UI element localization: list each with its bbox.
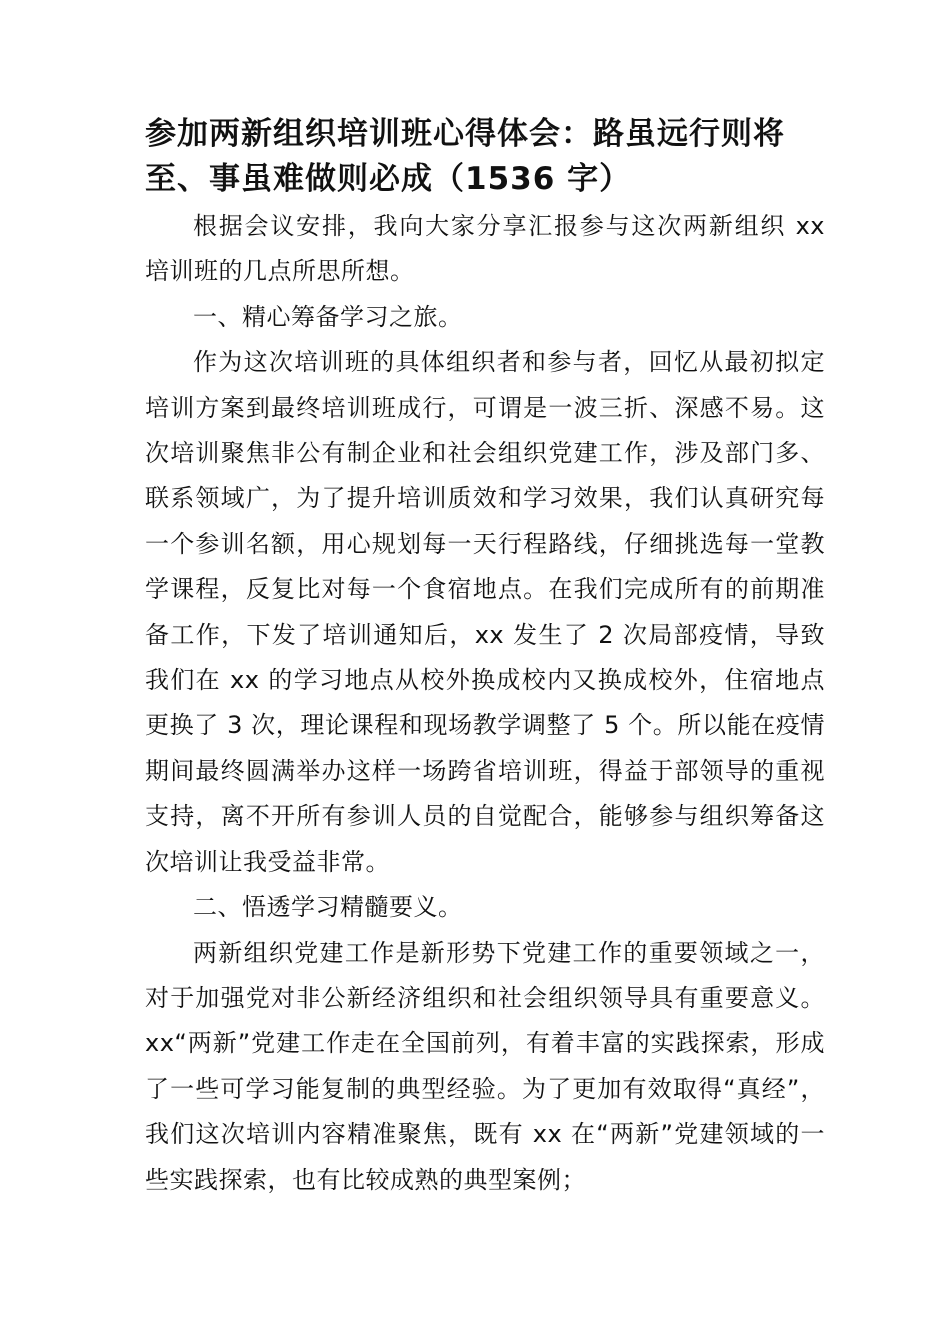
document-title: 参加两新组织培训班心得体会：路虽远行则将至、事虽难做则必成（1536 字） — [145, 116, 785, 197]
paragraph-intro: 根据会议安排，我向大家分享汇报参与这次两新组织 xx 培训班的几点所思所想。 — [145, 212, 825, 286]
section-heading-1: 一、精心筹备学习之旅。 — [193, 302, 463, 331]
document-body — [145, 204, 825, 1203]
paragraph-essence: 两新组织党建工作是新形势下党建工作的重要领域之一，对于加强党对非公新经济组织和社会组织领导具有重要意义。xx“两新”党建工作走在全国前列，有着丰富的实践探索，形成了一些可学习能复制的典型经验。为了更加有效取得“真经”，我们这次培训内容精准聚焦，既有 xx 在“两新”党建领域的一些实践探索，也有比较成熟的典型案例； — [145, 938, 825, 1194]
paragraph-preparation: 作为这次培训班的具体组织者和参与者，回忆从最初拟定培训方案到最终培训班成行，可谓是一波三折、深感不易。这次培训聚焦非公有制企业和社会组织党建工作，涉及部门多、联系领域广，为了提升培训质效和学习效果，我们认真研究每一个参训名额，用心规划每一天行程路线，仔细挑选每一堂教学课程，反复比对每一个食宿地点。在我们完成所有的前期准备工作，下发了培训通知后，xx 发生了 2 次局部疫情，导致我们在 xx 的学习地点从校外换成校内又换成校外，住宿地点更换了 3 次，理论课程和现场教学调整了 5 个。所以能在疫情期间最终圆满举办这样一场跨省培训班，得益于部领导的重视支持，离不开所有参训人员的自觉配合，能够参与组织筹备这次培训让我受益非常。 — [145, 348, 825, 876]
section-heading-2: 二、悟透学习精髓要义。 — [193, 893, 463, 922]
